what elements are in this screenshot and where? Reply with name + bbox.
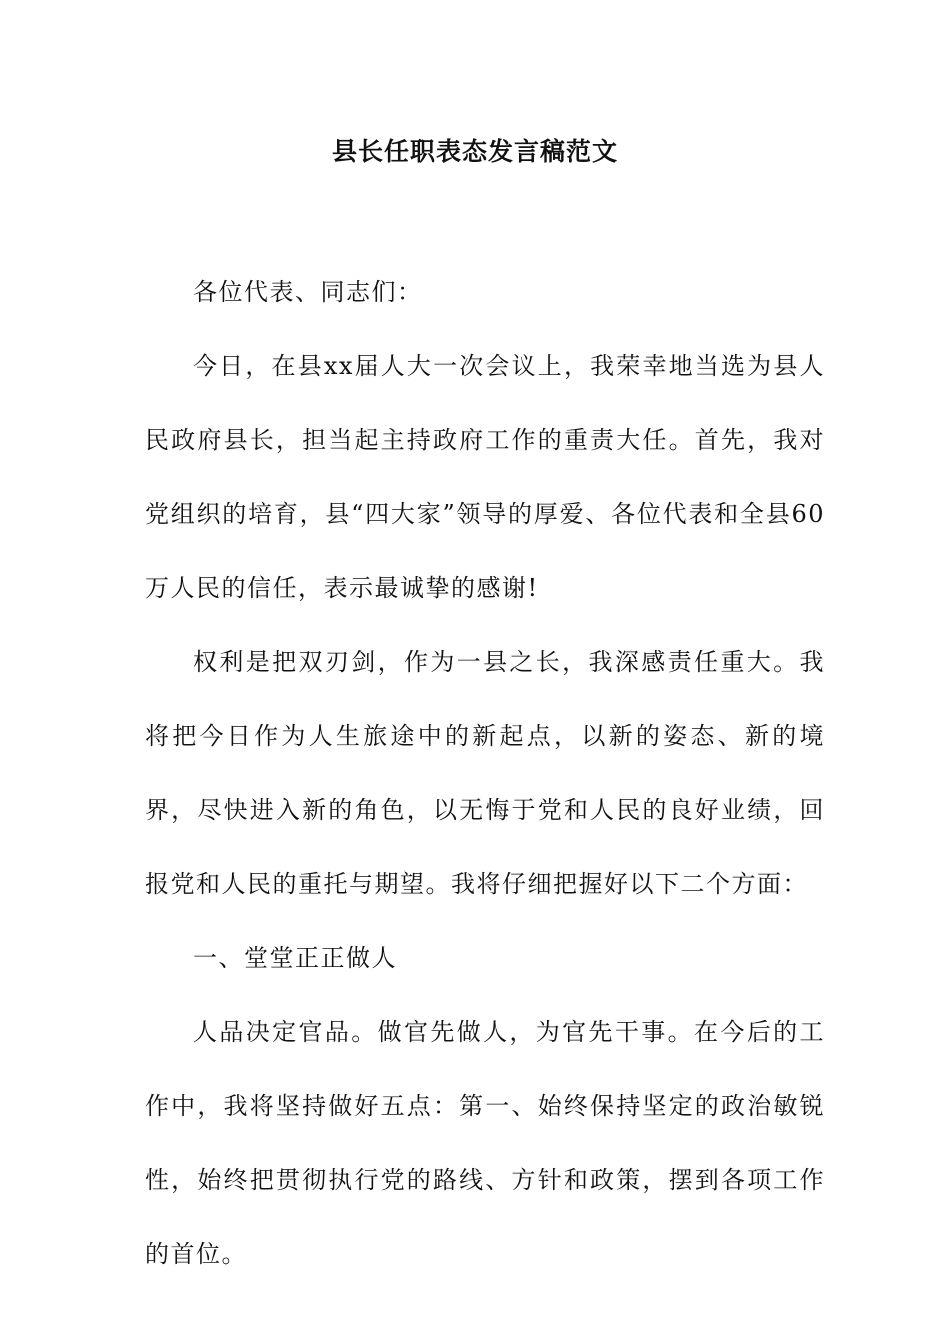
document-body [145,255,825,1291]
paragraph-election: 今日，在县xx届人大一次会议上，我荣幸地当选为县人民政府县长，担当起主持政府工作的重责大任。首先，我对党组织的培育，县“四大家”领导的厚爱、各位代表和全县60万人民的信任，表示最诚挚的感谢! [145,352,825,602]
paragraph-salutation: 各位代表、同志们： [193,278,423,306]
paragraph-character: 人品决定官品。做官先做人，为官先干事。在今后的工作中，我将坚持做好五点：第一、始终保持坚定的政治敏锐性，始终把贯彻执行党的路线、方针和政策，摆到各项工作的首位。 [145,1018,825,1268]
paragraph-responsibility: 权利是把双刃剑，作为一县之长，我深感责任重大。我将把今日作为人生旅途中的新起点，以新的姿态、新的境界，尽快进入新的角色，以无悔于党和人民的良好业绩，回报党和人民的重托与期望。我将仔细把握好以下二个方面： [145,648,825,898]
section-heading-1: 一、堂堂正正做人 [193,944,397,972]
document-title: 县长任职表态发言稿范文 [331,137,618,166]
